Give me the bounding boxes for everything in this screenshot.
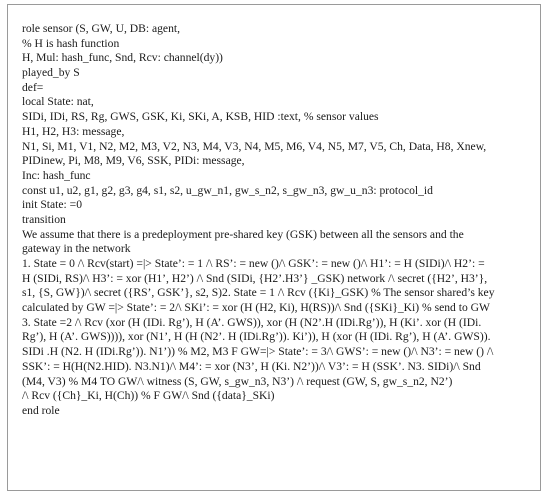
code-line: transition bbox=[22, 212, 66, 226]
code-line: end role bbox=[22, 403, 60, 417]
code-line: def= bbox=[22, 80, 44, 94]
code-line: SIDi .H (N2. H (IDi.Rg’)). N1’)) % M2, M3 F GW=|> State’: = 3/\ GWS’: = new ()/\ N3’: = new () /\ bbox=[22, 345, 494, 359]
code-line: SIDi, IDi, RS, Rg, GWS, GSK, Ki, SKi, A, KSB, HID :text, % sensor values bbox=[22, 110, 379, 124]
code-line: 1. State = 0 /\ Rcv(start) =|> State’: = 1 /\ RS’: = new ()/\ GSK’: = new ()/\ H1’: = H (SIDi)/\ H2’: = bbox=[22, 257, 485, 270]
code-line: role sensor (S, GW, U, DB: agent, bbox=[22, 22, 180, 35]
code-line: init State: =0 bbox=[22, 198, 82, 212]
code-line: We assume that there is a predeployment pre-shared key (GSK) between all the sensors and the bbox=[22, 227, 464, 241]
code-line: gateway in the network bbox=[22, 242, 131, 256]
code-line: /\ Rcv ({Ch}_Ki, H(Ch)) % F GW/\ Snd ({data}_SKi) bbox=[22, 389, 275, 403]
hlpsl-code-listing bbox=[22, 22, 537, 419]
code-line: played_by S bbox=[22, 66, 80, 80]
code-line: s1, {S, GW})/\ secret ({RS’, GSK’}, s2, S)2. State = 1 /\ Rcv ({Ki}_GSK) % The sensor shared’s key bbox=[22, 286, 495, 300]
code-line: calculated by GW =|> State’: = 2/\ SKi’: = xor (H (H2, Ki), H(RS))/\ Snd ({SKi}_Ki) % send to GW bbox=[22, 301, 490, 315]
code-line: local State: nat, bbox=[22, 95, 94, 109]
code-line: % H is hash function bbox=[22, 36, 120, 50]
code-line: PIDinew, Pi, M8, M9, V6, SSK, PIDi: message, bbox=[22, 154, 245, 168]
code-line: Inc: hash_func bbox=[22, 168, 91, 182]
code-line: SSK’: = H(H(N2.HID). N3.N1)/\ M4’: = xor (N3’, H (Ki. N2’))/\ V3’: = H (SSK’. N3. SIDi)/\ Snd bbox=[22, 359, 481, 373]
code-line: Rg’), H (A’. GWS)))), xor (N1’, H (H (N2’. H (IDi.Rg’)). Ki’)), H (xor (H (IDi. Rg’), H (A’. GWS)). bbox=[22, 330, 491, 344]
code-line: N1, Si, M1, V1, N2, M2, M3, V2, N3, M4, V3, N4, M5, M6, V4, N5, M7, V5, Ch, Data, H8, Xnew, bbox=[22, 139, 487, 153]
code-line: const u1, u2, g1, g2, g3, g4, s1, s2, u_gw_n1, gw_s_n2, s_gw_n3, gw_u_n3: protocol_id bbox=[22, 183, 433, 197]
code-line: H1, H2, H3: message, bbox=[22, 124, 125, 138]
code-line: H (SIDi, RS)/\ H3’: = xor (H1’, H2’) /\ Snd (SIDi, {H2’.H3’} _GSK) network /\ secret ({H2’, H3’}, bbox=[22, 271, 488, 285]
code-line: 3. State =2 /\ Rcv (xor (H (IDi. Rg’), H (A’. GWS)), xor (H (N2’.H (IDi.Rg’)), H (Ki’. xor (H (IDi. bbox=[22, 315, 482, 329]
code-line: H, Mul: hash_func, Snd, Rcv: channel(dy)) bbox=[22, 51, 223, 65]
code-line: (M4, V3) % M4 TO GW/\ witness (S, GW, s_gw_n3, N3’) /\ request (GW, S, gw_s_n2, N2’) bbox=[22, 374, 453, 388]
